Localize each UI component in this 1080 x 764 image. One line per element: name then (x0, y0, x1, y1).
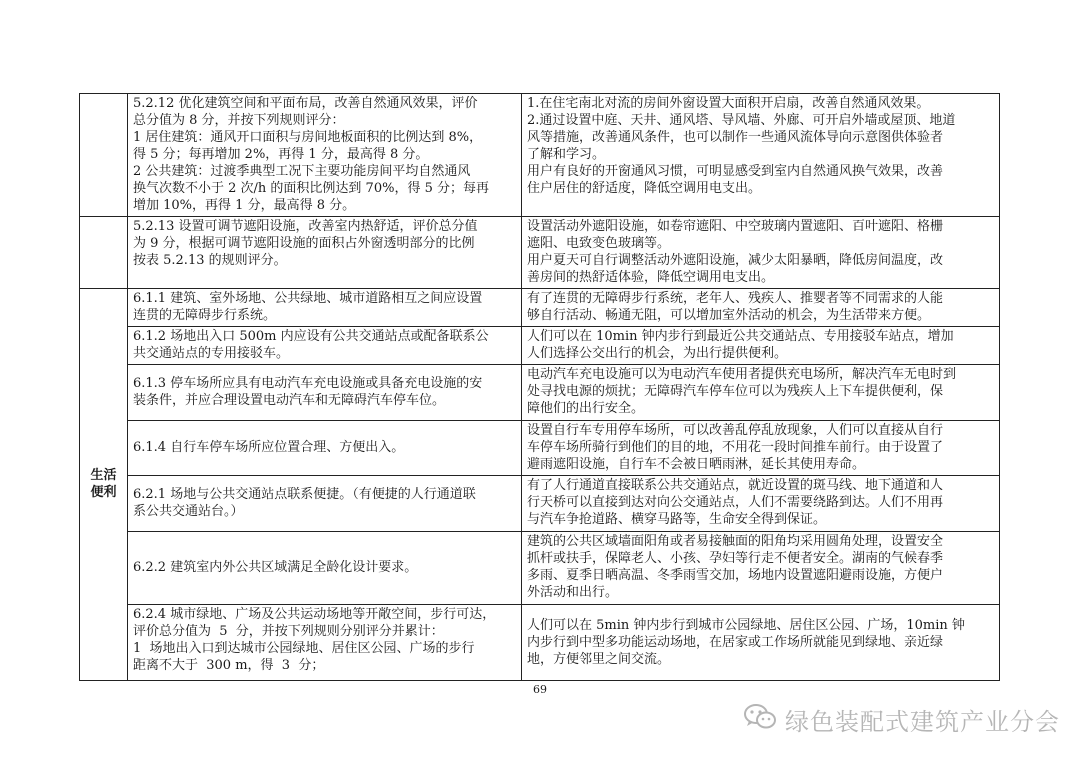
table-row (80, 605, 1000, 681)
explanation-line: 多雨、夏季日晒高温、冬季雨雪交加，场地内设置遮阳避雨设施，方便户 (527, 568, 944, 583)
explanation-line: 有了人行通道直接联系公共交通站点，就近设置的斑马线、地下通道和人 (527, 478, 944, 493)
requirement-line: 总分值为 8 分，并按下列规则评分： (133, 113, 345, 128)
wechat-icon (743, 703, 777, 737)
requirement-line: 1 场地出入口到达城市公园绿地、居住区公园、广场的步行 (133, 641, 475, 656)
requirement-cell (128, 94, 522, 217)
table-row (80, 421, 1000, 476)
requirement-cell (128, 605, 522, 681)
requirement-line: 6.1.4 自行车停车场所应位置合理、方便出入。 (133, 440, 405, 455)
requirement-cell (128, 327, 522, 365)
requirement-line: 评价总分值为 5 分，并按下列规则分别评分并累计： (133, 624, 444, 639)
explanation-line: 地，方便邻里之间交流。 (527, 651, 671, 667)
requirement-cell (128, 532, 522, 605)
requirement-line: 6.1.1 建筑、室外场地、公共绿地、城市道路相互之间应设置 (133, 291, 483, 306)
requirement-line: 距离不大于 300 m，得 3 分； (133, 658, 325, 673)
explanation-cell (522, 532, 1000, 605)
explanation-line: 2.通过设置中庭、天井、通风塔、导风墙、外廊、可开启外墙或屋顶、地道 (527, 113, 956, 128)
page-number: 69 (533, 683, 547, 696)
standards-table (79, 93, 1000, 681)
explanation-line: 人们可以在 5min 钟内步行到城市公园绿地、居住区公园、广场，10min 钟 (527, 617, 965, 633)
explanation-line: 住户居住的舒适度，降低空调用电支出。 (527, 181, 762, 196)
explanation-line: 建筑的公共区域墙面阳角或者易接触面的阳角均采用圆角处理，设置安全 (527, 534, 944, 549)
requirement-line: 6.2.4 城市绿地、广场及公共运动场地等开敞空间，步行可达， (133, 607, 496, 622)
explanation-cell (522, 421, 1000, 476)
category-label: 生活 便利 (90, 468, 117, 500)
requirement-cell (128, 289, 522, 327)
table-row (80, 327, 1000, 365)
explanation-line: 与汽车争抢道路、横穿马路等，生命安全得到保证。 (527, 512, 827, 527)
watermark (743, 702, 1060, 737)
explanation-line: 处寻找电源的烦扰；无障碍汽车停车位可以为残疾人上下车提供便利，保 (527, 384, 944, 399)
explanation-line: 内步行到中型多功能运动场地，在居家或工作场所就能见到绿地、亲近绿 (527, 634, 944, 650)
explanation-line: 车停车场所骑行到他们的目的地，不用花一段时间推车前行。由于设置了 (527, 440, 944, 455)
requirement-line: 换气次数不小于 2 次/h 的面积比例达到 70%，得 5 分；每再 (133, 181, 489, 196)
table-row (80, 476, 1000, 532)
table-row (80, 532, 1000, 605)
explanation-cell (522, 476, 1000, 532)
requirement-line: 6.1.3 停车场所应具有电动汽车充电设施或具备充电设施的安 (133, 376, 483, 391)
requirement-cell (128, 365, 522, 421)
watermark-text: 绿色装配式建筑产业分会 (785, 708, 1060, 736)
explanation-line: 用户有良好的开窗通风习惯，可明显感受到室内自然通风换气效果，改善 (527, 164, 944, 179)
requirement-line: 6.1.2 场地出入口 500m 内应设有公共交通站点或配备联系公 (133, 329, 489, 344)
explanation-line: 电动汽车充电设施可以为电动汽车使用者提供充电场所，解决汽车无电时到 (527, 367, 957, 382)
explanation-line: 设置自行车专用停车场所，可以改善乱停乱放现象，人们可以直接从自行 (527, 423, 944, 438)
explanation-cell (522, 605, 1000, 681)
explanation-line: 风等措施，改善通风条件，也可以制作一些通风流体导向示意图供体验者 (527, 130, 944, 145)
explanation-line: 障他们的出行安全。 (527, 401, 645, 416)
explanation-cell (522, 365, 1000, 421)
explanation-line: 人们选择公交出行的机会，为出行提供便利。 (527, 346, 788, 361)
explanation-line: 外活动和出行。 (527, 585, 619, 600)
explanation-cell (522, 289, 1000, 327)
category-cell-empty (80, 217, 128, 289)
requirement-line: 按表 5.2.13 的规则评分。 (133, 253, 287, 268)
explanation-line: 有了连贯的无障碍步行系统，老年人、残疾人、推婴者等不同需求的人能 (527, 291, 944, 306)
requirement-line: 5.2.13 设置可调节遮阳设施，改善室内热舒适，评价总分值 (133, 219, 478, 234)
explanation-cell (522, 94, 1000, 217)
requirement-line: 6.2.2 建筑室内外公共区域满足全龄化设计要求。 (133, 560, 418, 575)
explanation-line: 设置活动外遮阳设施，如卷帘遮阳、中空玻璃内置遮阳、百叶遮阳、格栅 (527, 219, 944, 234)
category-cell (80, 289, 128, 681)
explanation-line: 抓杆或扶手，保障老人、小孩、孕妇等行走不便者安全。湖南的气候春季 (527, 551, 944, 566)
requirement-line: 得 5 分；每再增加 2%，再得 1 分，最高得 8 分。 (133, 147, 429, 162)
explanation-cell (522, 217, 1000, 289)
explanation-line: 行天桥可以直接到达对向公交通站点，人们不需要绕路到达。人们不用再 (527, 495, 944, 510)
explanation-line: 了解和学习。 (527, 147, 606, 162)
requirement-line: 连贯的无障碍步行系统。 (133, 308, 277, 323)
requirement-line: 共交通站点的专用接驳车。 (133, 346, 290, 361)
requirement-line: 1 居住建筑：通风开口面积与房间地板面积的比例达到 8%， (133, 130, 483, 145)
explanation-line: 用户夏天可自行调整活动外遮阳设施，减少太阳暴晒，降低房间温度，改 (527, 253, 944, 268)
requirement-cell (128, 217, 522, 289)
category-cell-empty (80, 94, 128, 217)
explanation-line: 遮阳、电致变色玻璃等。 (527, 236, 671, 251)
requirement-line: 5.2.12 优化建筑空间和平面布局，改善自然通风效果，评价 (133, 96, 478, 111)
requirement-line: 系公共交通站台。） (133, 504, 244, 519)
explanation-line: 1.在住宅南北对流的房间外窗设置大面积开启扇，改善自然通风效果。 (527, 96, 930, 111)
table-row (80, 94, 1000, 217)
table-row (80, 217, 1000, 289)
explanation-line: 人们可以在 10min 钟内步行到最近公共交通站点、专用接驳车站点，增加 (527, 329, 954, 344)
requirement-line: 为 9 分，根据可调节遮阳设施的面积占外窗透明部分的比例 (133, 236, 475, 251)
requirement-cell (128, 476, 522, 532)
requirement-cell (128, 421, 522, 476)
requirement-line: 增加 10%，再得 1 分，最高得 8 分。 (133, 198, 356, 213)
requirement-line: 2 公共建筑：过渡季典型工况下主要功能房间平均自然通风 (133, 164, 471, 179)
table-row (80, 365, 1000, 421)
requirement-line: 6.2.1 场地与公共交通站点联系便捷。（有便捷的人行通道联 (133, 487, 476, 502)
explanation-cell (522, 327, 1000, 365)
explanation-line: 避雨遮阳设施，自行车不会被日晒雨淋，延长其使用寿命。 (527, 457, 866, 472)
table-row (80, 289, 1000, 327)
explanation-line: 够自行活动、畅通无阻，可以增加室外活动的机会，为生活带来方便。 (527, 308, 931, 323)
requirement-line: 装条件，并应合理设置电动汽车和无障碍汽车停车位。 (133, 393, 446, 408)
explanation-line: 善房间的热舒适体验，降低空调用电支出。 (527, 270, 775, 285)
